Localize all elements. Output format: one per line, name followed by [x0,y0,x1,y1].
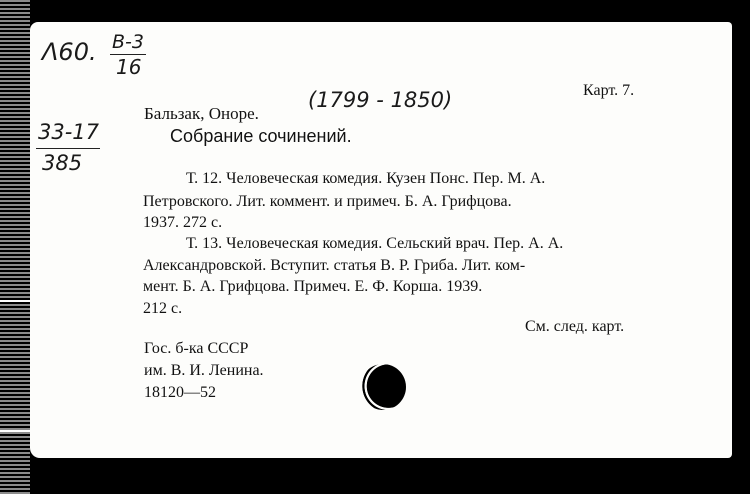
author-heading: Бальзак, Оноре. [144,104,259,123]
body-line: Петровского. Лит. коммент. и примеч. Б. А. Грифцова. [143,193,512,210]
shelfmark-fraction-bottom: 16 [116,55,142,79]
library-stamp-line: им. В. И. Ленина. [144,362,264,379]
scan-mark [0,430,30,432]
author-dates: (1799 - 1850) [308,88,453,112]
scan-mark [732,0,750,494]
body-line: Т. 13. Человеческая комедия. Сельский врач. Пер. А. А. [186,235,564,252]
library-stamp-line: Гос. б-ка СССР [144,340,249,357]
continuation-note: См. след. карт. [525,318,625,335]
card-number: Карт. 7. [583,82,635,99]
punch-hole [360,364,406,410]
body-line: Т. 12. Человеческая комедия. Кузен Понс. Пер. М. А. [186,170,546,187]
shelfmark-fraction-top: В-3 [112,31,144,53]
scan-mark [0,300,30,302]
shelfmark-top: Λ60. [42,38,97,66]
body-line: Александровской. Вступит. статья В. Р. Гриба. Лит. ком- [143,257,526,274]
scan-edge [0,0,30,494]
work-title: Собрание сочинений. [170,126,352,146]
catalog-card [30,22,732,458]
call-number-top: 33-17 [38,120,100,144]
library-stamp-line: 18120—52 [144,384,216,401]
call-number-line [36,148,100,149]
body-line: 1937. 272 с. [143,214,223,231]
call-number-bottom: 385 [42,151,83,175]
body-line: мент. Б. А. Грифцова. Примеч. Е. Ф. Корша. 1939. [143,278,483,295]
body-line: 212 с. [143,300,183,317]
